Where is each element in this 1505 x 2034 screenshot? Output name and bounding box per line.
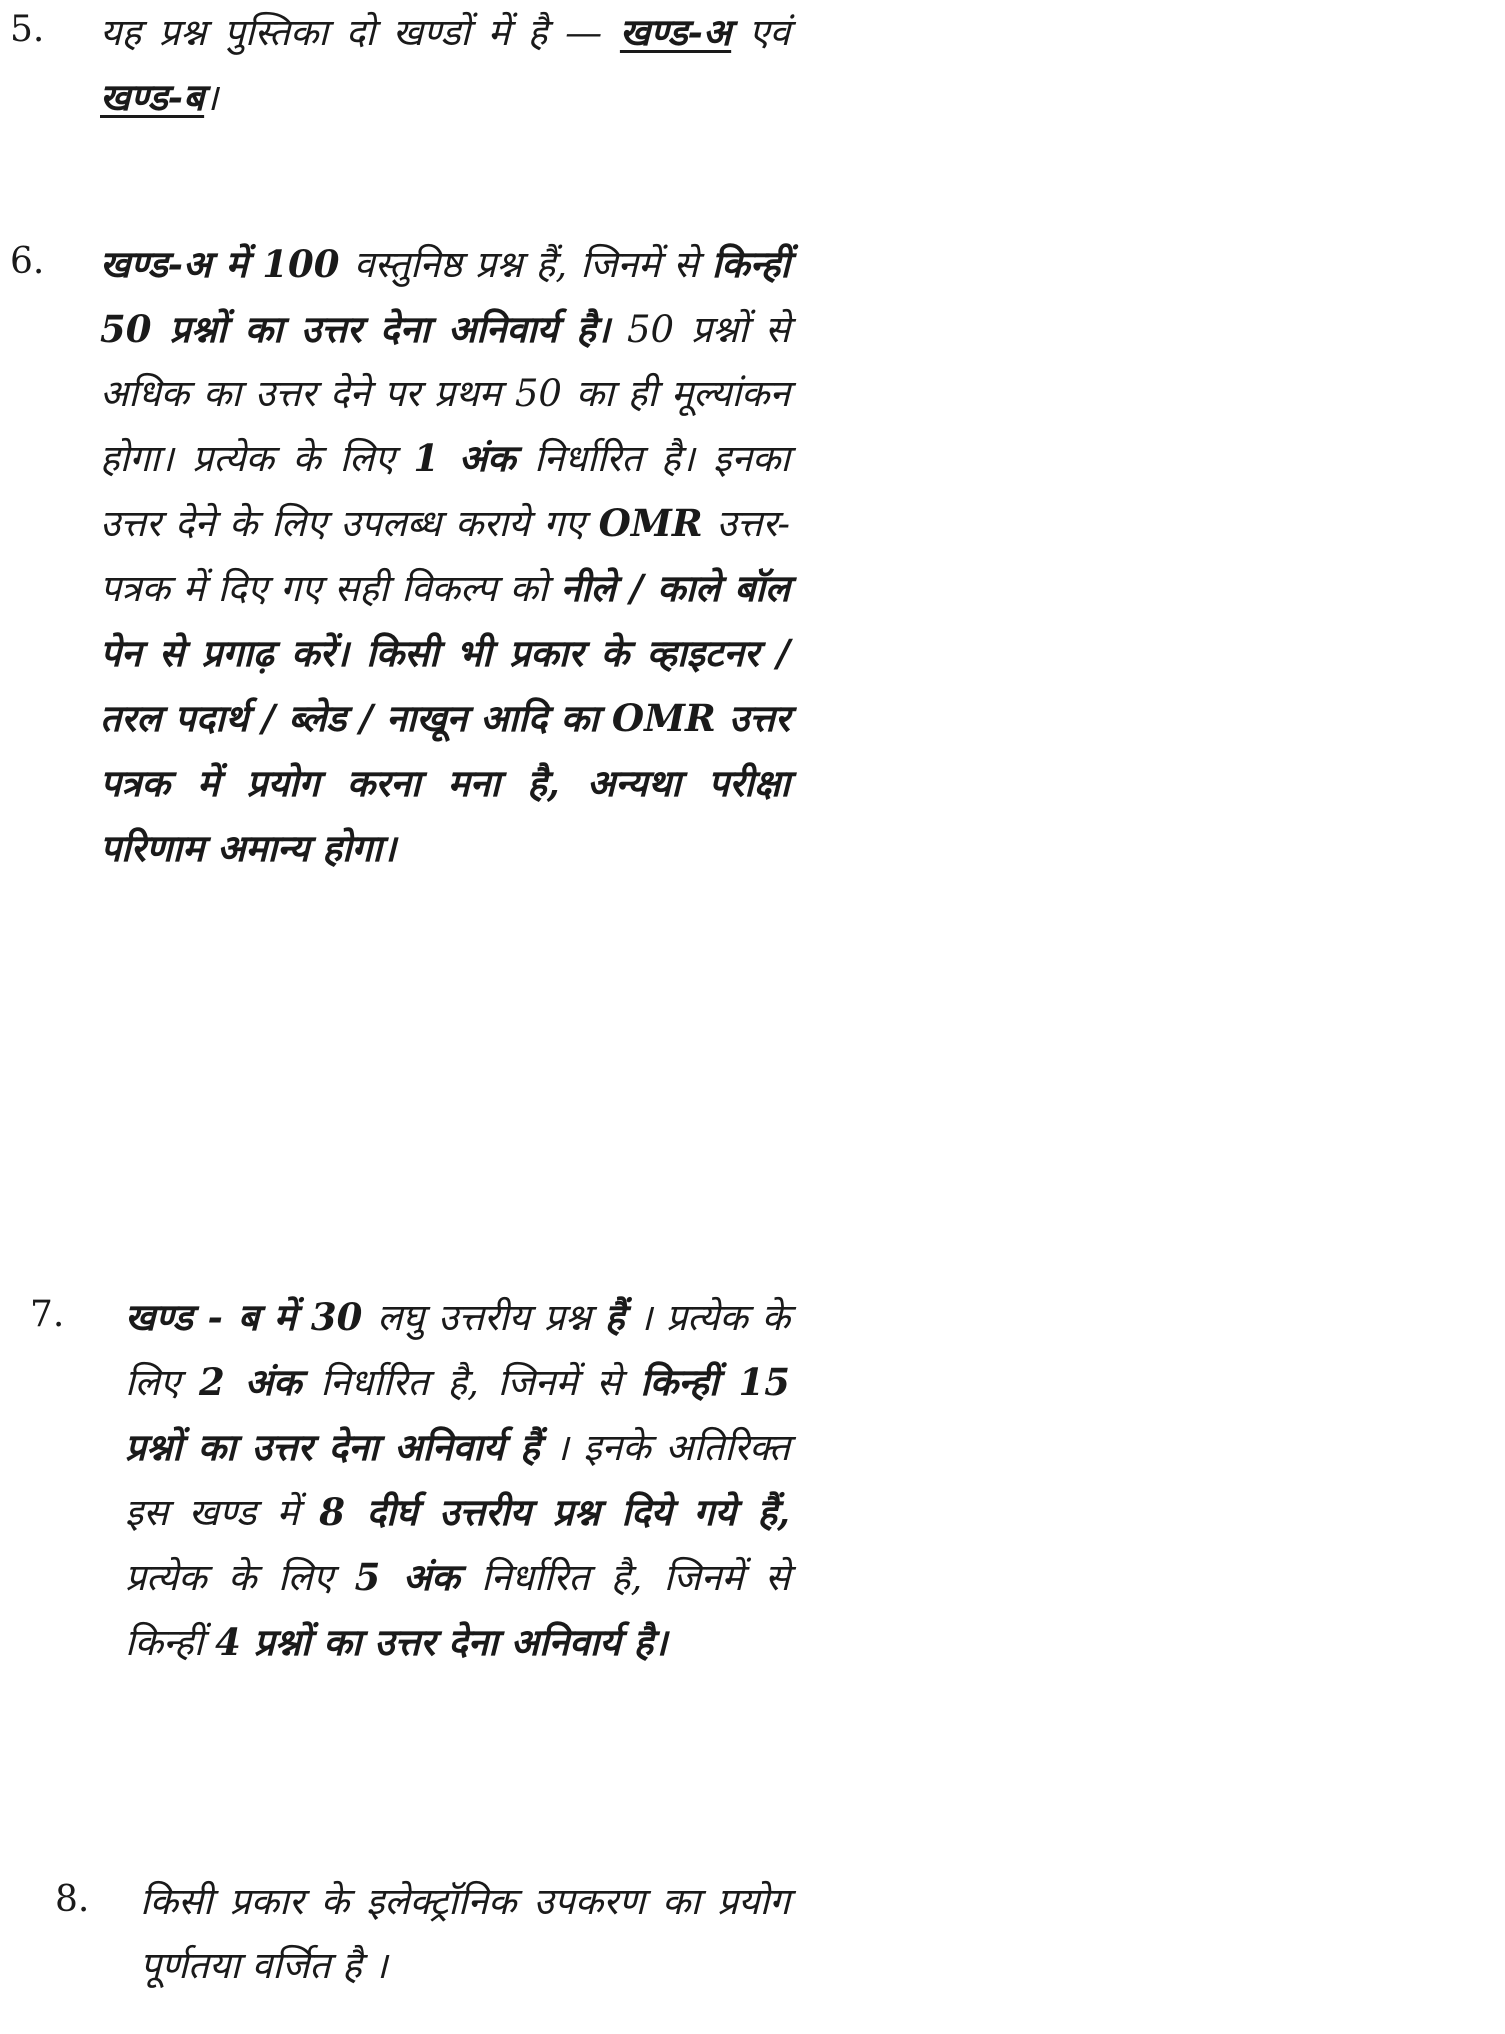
hindi-item-8-text: किसी प्रकार के इलेक्ट्रॉनिक उपकरण का प्रयोग पूर्णतया वर्जित है ।	[140, 1880, 790, 1987]
item-number: 6.	[10, 241, 45, 282]
section-b-label: खण्ड-ब	[100, 75, 205, 119]
hindi-item-5-text: यह प्रश्न पुस्तिका दो खण्डों में है — खण्ड-अ एवं खण्ड-ब।	[100, 10, 790, 119]
item-number: 5.	[10, 9, 45, 50]
hindi-item-7-text: खण्ड - ब में 30 लघु उत्तरीय प्रश्न हैं । प्रत्येक के लिए 2 अंक निर्धारित है, जिनमें से किन्हीं 15 प्रश्नों का उत्तर देना अनिवार्य हैं । इनके अतिरिक्त इस खण्ड में 8 दीर्घ उत्तरीय प्रश्न दिये गये हैं, प्रत्येक के लिए 5 अंक निर्धारित है, जिनमें से किन्हीं 4 प्रश्नों का उत्तर देना अनिवार्य है।	[125, 1295, 790, 1664]
hindi-item-6-text: खण्ड-अ में 100 वस्तुनिष्ठ प्रश्न हैं, जिनमें से किन्हीं 50 प्रश्नों का उत्तर देना अनिवार्य है। 50 प्रश्नों से अधिक का उत्तर देने पर प्रथम 50 का ही मूल्यांकन होगा। प्रत्येक के लिए 1 अंक निर्धारित है। इनका उत्तर देने के लिए उपलब्ध कराये गए OMR उत्तर-पत्रक में दिए गए सही विकल्प को नीले / काले बॉल पेन से प्रगाढ़ करें। किसी भी प्रकार के व्हाइटनर / तरल पदार्थ / ब्लेड / नाखून आदि का OMR उत्तर पत्रक में प्रयोग करना मना है, अन्यथा परीक्षा परिणाम अमान्य होगा।	[100, 242, 791, 870]
item-number: 7.	[30, 1294, 65, 1335]
section-a-label: खण्ड-अ	[619, 10, 732, 54]
item-number: 8.	[55, 1879, 90, 1920]
